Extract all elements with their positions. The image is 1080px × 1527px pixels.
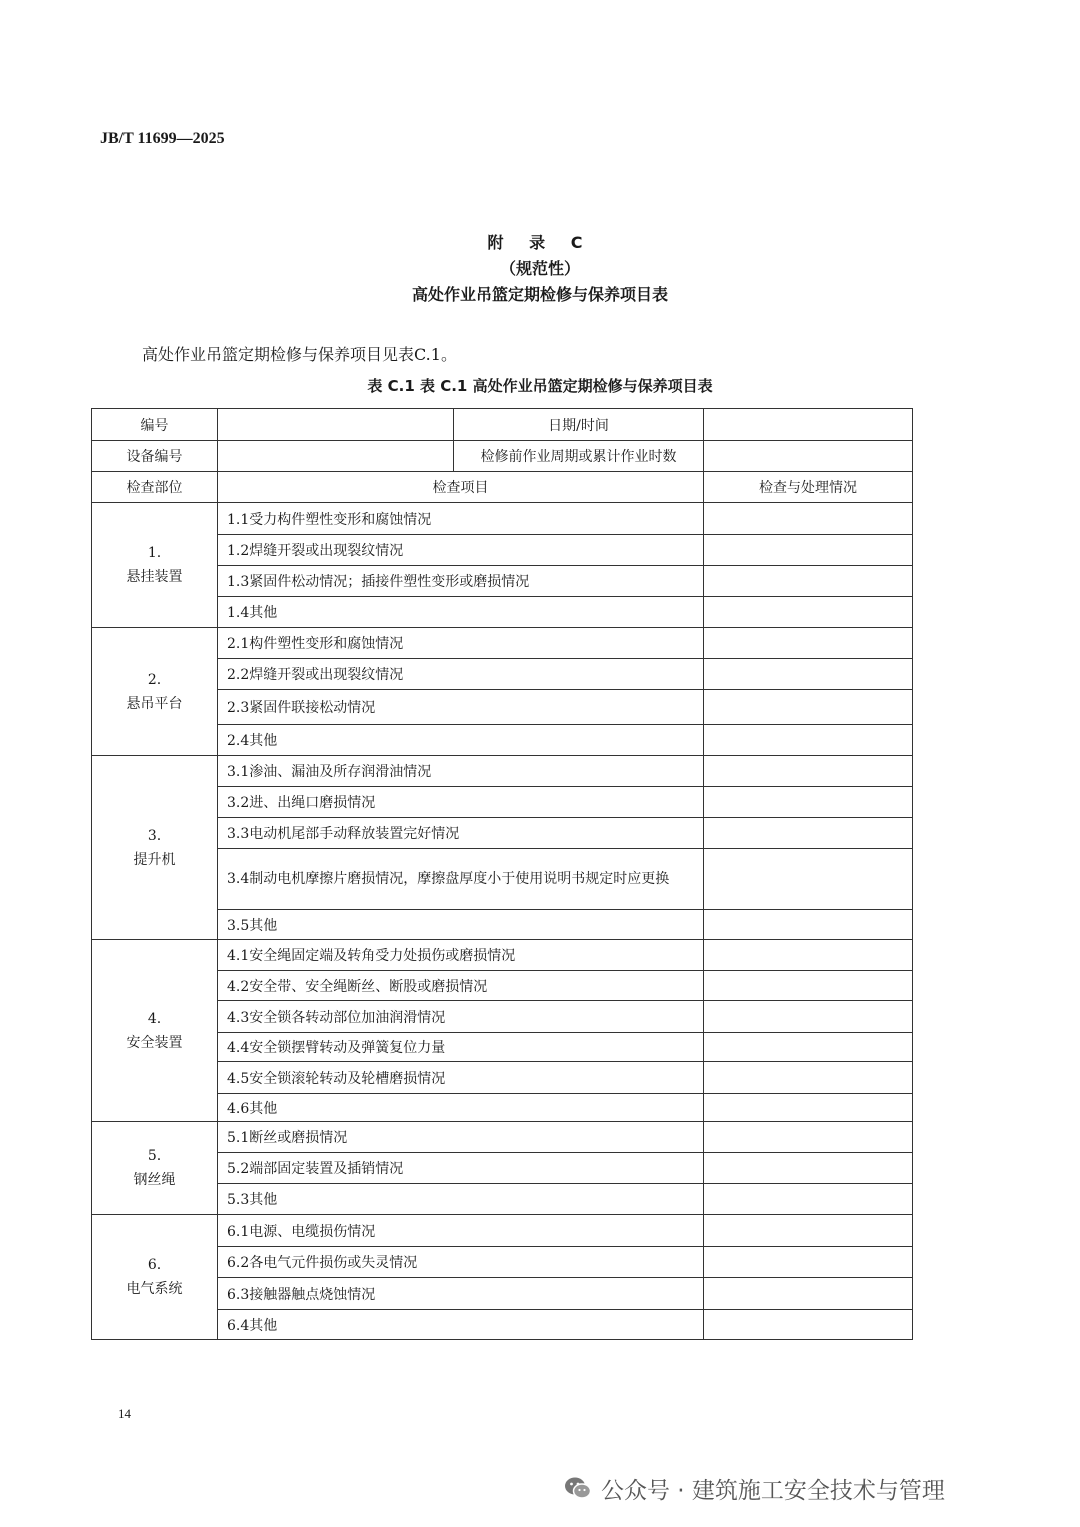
part-name: 悬挂装置 xyxy=(126,569,183,585)
meta-row-number xyxy=(92,409,913,441)
result-cell[interactable] xyxy=(704,1094,913,1122)
result-cell[interactable] xyxy=(704,1310,913,1340)
intro-paragraph: 高处作业吊篮定期检修与保养项目见表C.1。 xyxy=(142,345,457,364)
part-name: 安全装置 xyxy=(126,1034,183,1051)
inspection-item: 2.2焊缝开裂或出现裂纹情况 xyxy=(218,659,704,690)
part-number: 6. xyxy=(147,1257,162,1273)
inspection-item: 2.1构件塑性变形和腐蚀情况 xyxy=(218,628,704,659)
part-name: 悬吊平台 xyxy=(126,695,183,712)
inspection-item: 3.3电动机尾部手动释放装置完好情况 xyxy=(218,818,704,849)
inspection-item: 1.1受力构件塑性变形和腐蚀情况 xyxy=(218,503,704,535)
result-cell[interactable] xyxy=(704,1062,913,1094)
appendix-nature: （规范性） xyxy=(499,259,580,278)
inspection-item: 4.3安全锁各转动部位加油润滑情况 xyxy=(218,1001,704,1033)
result-cell[interactable] xyxy=(704,818,913,849)
inspection-part-cell xyxy=(92,628,218,756)
result-cell[interactable] xyxy=(704,690,913,725)
meta-row-device xyxy=(92,441,913,472)
watermark-text: 公众号 · 建筑施工安全技术与管理 xyxy=(601,1477,945,1504)
part-number: 4. xyxy=(147,1010,162,1027)
inspection-part-cell xyxy=(92,940,218,1122)
result-cell[interactable] xyxy=(704,659,913,690)
inspection-item: 4.4安全锁摆臂转动及弹簧复位力量 xyxy=(218,1033,704,1062)
table-row xyxy=(92,503,913,535)
inspection-item: 4.6其他 xyxy=(218,1094,704,1122)
appendix-label: 附 录 C xyxy=(487,233,593,252)
inspection-item: 4.5安全锁滚轮转动及轮槽磨损情况 xyxy=(218,1062,704,1094)
part-number: 2. xyxy=(147,671,162,688)
result-cell[interactable] xyxy=(704,1184,913,1215)
part-name: 提升机 xyxy=(133,851,176,868)
header-part: 检查部位 xyxy=(92,472,218,503)
inspection-part-cell xyxy=(92,503,218,628)
header-row xyxy=(92,472,913,503)
result-cell[interactable] xyxy=(704,971,913,1001)
standard-code: JB/T 11699—2025 xyxy=(100,130,225,147)
result-cell[interactable] xyxy=(704,910,913,940)
part-number: 3. xyxy=(147,827,162,844)
result-cell[interactable] xyxy=(704,503,913,535)
result-cell[interactable] xyxy=(704,1247,913,1278)
inspection-item: 3.5其他 xyxy=(218,910,704,940)
result-cell[interactable] xyxy=(704,1215,913,1247)
device-number-value-cell[interactable] xyxy=(218,441,454,472)
result-cell[interactable] xyxy=(704,849,913,910)
wechat-icon xyxy=(563,1473,593,1503)
inspection-item: 5.2端部固定装置及插销情况 xyxy=(218,1153,704,1184)
inspection-part-cell xyxy=(92,1215,218,1340)
page-number: 14 xyxy=(118,1406,131,1421)
header-item: 检查项目 xyxy=(218,472,704,503)
result-cell[interactable] xyxy=(704,787,913,818)
inspection-part-cell xyxy=(92,756,218,940)
result-cell[interactable] xyxy=(704,566,913,597)
inspection-item: 3.4制动电机摩擦片磨损情况，摩擦盘厚度小于使用说明书规定时应更换 xyxy=(218,849,704,910)
table-row xyxy=(92,1215,913,1247)
inspection-part-cell xyxy=(92,1122,218,1215)
inspection-item: 1.3紧固件松动情况；插接件塑性变形或磨损情况 xyxy=(218,566,704,597)
table-row xyxy=(92,1122,913,1153)
result-cell[interactable] xyxy=(704,628,913,659)
result-cell[interactable] xyxy=(704,940,913,971)
inspection-item: 6.1电源、电缆损伤情况 xyxy=(218,1215,704,1247)
header-result: 检查与处理情况 xyxy=(704,472,913,503)
part-name: 钢丝绳 xyxy=(133,1172,176,1188)
part-number: 5. xyxy=(147,1148,162,1164)
result-cell[interactable] xyxy=(704,756,913,787)
inspection-item: 2.3紧固件联接松动情况 xyxy=(218,690,704,725)
cycle-value-cell[interactable] xyxy=(704,441,913,472)
date-value-cell[interactable] xyxy=(704,409,913,441)
result-cell[interactable] xyxy=(704,1001,913,1033)
table-row xyxy=(92,940,913,971)
date-label: 日期/时间 xyxy=(454,409,704,441)
watermark xyxy=(563,1470,945,1506)
number-label: 编号 xyxy=(92,409,218,441)
inspection-item: 4.1安全绳固定端及转角受力处损伤或磨损情况 xyxy=(218,940,704,971)
inspection-item: 6.2各电气元件损伤或失灵情况 xyxy=(218,1247,704,1278)
device-number-label: 设备编号 xyxy=(92,441,218,472)
table-row xyxy=(92,628,913,659)
result-cell[interactable] xyxy=(704,1278,913,1310)
result-cell[interactable] xyxy=(704,1033,913,1062)
inspection-item: 6.4其他 xyxy=(218,1310,704,1340)
cycle-label: 检修前作业周期或累计作业时数 xyxy=(454,441,704,472)
table-caption: 表 C.1 表 C.1 高处作业吊篮定期检修与保养项目表 xyxy=(367,377,713,395)
inspection-item: 3.2进、出绳口磨损情况 xyxy=(218,787,704,818)
result-cell[interactable] xyxy=(704,1153,913,1184)
inspection-table xyxy=(91,408,913,1340)
result-cell[interactable] xyxy=(704,535,913,566)
number-value-cell[interactable] xyxy=(218,409,454,441)
inspection-item: 6.3接触器触点烧蚀情况 xyxy=(218,1278,704,1310)
table-row xyxy=(92,756,913,787)
inspection-item: 1.2焊缝开裂或出现裂纹情况 xyxy=(218,535,704,566)
result-cell[interactable] xyxy=(704,1122,913,1153)
inspection-table-body xyxy=(92,409,913,1340)
inspection-item: 1.4其他 xyxy=(218,597,704,628)
part-number: 1. xyxy=(147,545,162,561)
inspection-item: 5.3其他 xyxy=(218,1184,704,1215)
inspection-item: 3.1渗油、漏油及所存润滑油情况 xyxy=(218,756,704,787)
inspection-item: 2.4其他 xyxy=(218,725,704,756)
inspection-item: 4.2安全带、安全绳断丝、断股或磨损情况 xyxy=(218,971,704,1001)
part-name: 电气系统 xyxy=(126,1281,183,1297)
result-cell[interactable] xyxy=(704,725,913,756)
appendix-title: 高处作业吊篮定期检修与保养项目表 xyxy=(411,285,668,304)
result-cell[interactable] xyxy=(704,597,913,628)
inspection-item: 5.1断丝或磨损情况 xyxy=(218,1122,704,1153)
